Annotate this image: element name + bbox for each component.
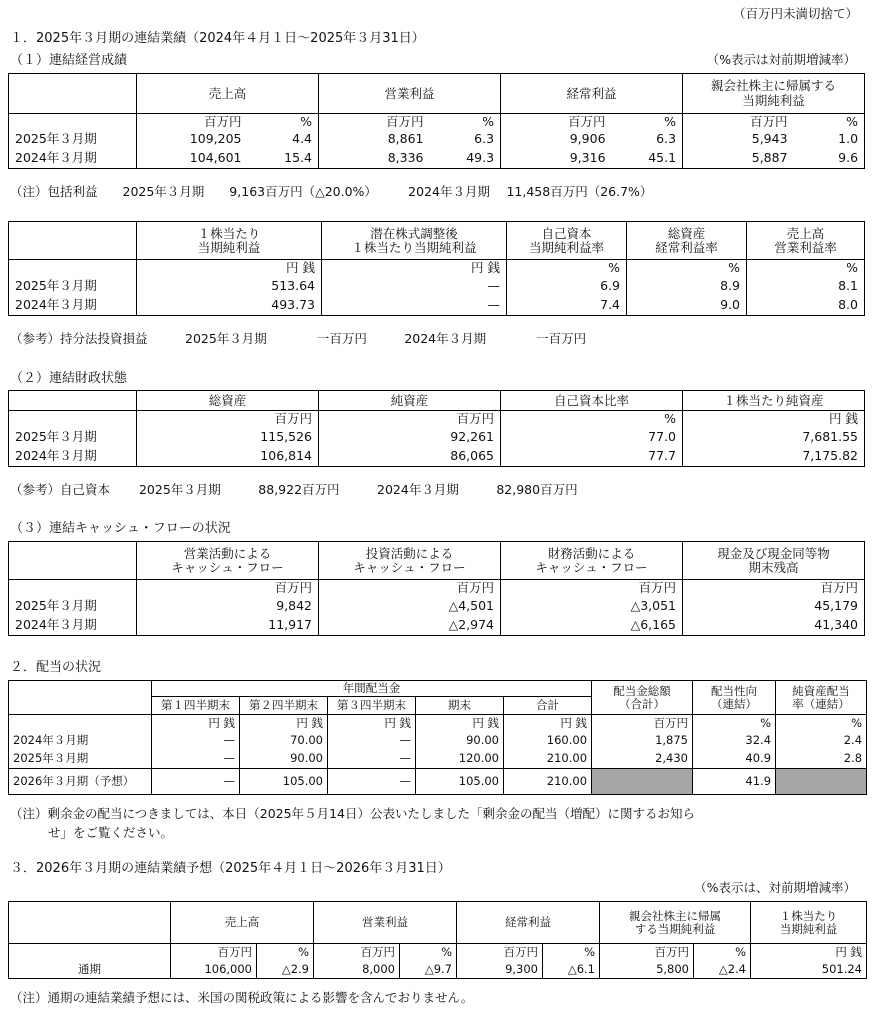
header-line: 営業活動による [183,545,272,561]
section-3-title: ３．2026年３月期の連結業績予想（2025年４月１日～2026年３月31日） [10,861,451,876]
cell: 6.3 [612,130,683,149]
row-label: 2025年３月期 [9,597,137,616]
unit-cell: 円 銭 [328,715,416,732]
header-operating-margin [747,222,865,260]
unit-cell: 円 銭 [416,715,504,732]
section-1-2-title: （２）連結財政状態 [10,371,128,386]
unit-cell: 円 銭 [137,260,322,277]
cell: 9,906 [501,130,612,149]
unit-cell: 円 銭 [152,715,240,732]
row-label: 2024年３月期 [9,447,137,467]
cell: 41.9 [693,769,776,795]
per-share-table [8,221,865,316]
header-net-assets: 純資産 [319,391,501,411]
cell: △2.4 [694,961,751,979]
cell: 8.0 [747,296,865,316]
cell: — [152,769,240,795]
cell: 7,681.55 [683,428,865,447]
cell: 160.00 [504,732,592,750]
header-sales: 売上高 [171,902,314,944]
cell: — [152,750,240,769]
cell: 105.00 [416,769,504,795]
header-financing-cf [501,542,683,580]
table-row [9,597,865,616]
cell: — [328,750,416,769]
unit-cell: % [257,944,314,961]
unit-cell: % [430,114,501,130]
operating-results-table [8,73,865,169]
unit-cell: 円 銭 [683,411,865,428]
row-label: 2024年３月期 [9,732,152,750]
header-line: （合計） [619,696,666,711]
cell: 493.73 [137,296,322,316]
equity-method-note: （参考）持分法投資損益 2025年３月期 一百万円 2024年３月期 一百万円 [10,331,587,346]
header-line: 当期純利益 [197,239,261,255]
cell: 40.9 [693,750,776,769]
header-line: 経常利益率 [655,239,718,255]
header-q3: 第３四半期末 [328,697,416,715]
cash-flow-table [8,541,865,636]
row-label: 2025年３月期 [9,130,137,149]
cell: 45.1 [612,149,683,169]
cell: 6.3 [430,130,501,149]
header-line: 自己資本 [541,225,592,241]
cell: — [322,296,507,316]
shaded-cell [592,769,693,795]
table-row [9,296,865,316]
cell: — [328,732,416,750]
unit-cell: % [507,260,627,277]
header-line: （連結） [711,696,758,711]
cell: 1,875 [592,732,693,750]
table-row [9,732,867,750]
header-line: 率（連結） [792,696,850,711]
header-bps: １株当たり純資産 [683,391,865,411]
cell: 2.8 [776,750,867,769]
unit-cell: 百万円 [137,580,319,597]
header-cash-balance [683,542,865,580]
header-total: 合計 [504,697,592,715]
cell: 5,943 [683,130,794,149]
cell: 6.9 [507,277,627,296]
header-q2: 第２四半期末 [240,697,328,715]
section-1-3-title: （３）連結キャッシュ・フローの状況 [10,521,231,536]
table-row [9,616,865,636]
table-row [9,447,865,467]
unit-cell: 百万円 [137,114,248,130]
cell: △2,974 [319,616,501,636]
header-equity-ratio: 自己資本比率 [501,391,683,411]
unit-cell: 百万円 [501,580,683,597]
header-line: 当期純利益 [742,92,805,108]
header-line: １株当たり [779,908,838,923]
header-line: 潜在株式調整後 [370,225,458,241]
row-label: 2024年３月期 [9,616,137,636]
cell: 90.00 [240,750,328,769]
table-row [9,961,867,979]
cell: — [328,769,416,795]
cell: 70.00 [240,732,328,750]
cell: 210.00 [504,769,592,795]
row-label: 2026年３月期（予想） [9,769,152,795]
header-eps [137,222,322,260]
header-q1: 第１四半期末 [152,697,240,715]
header-line: １株当たり [197,225,261,241]
header-line: 当期純利益 [779,921,838,936]
header-net-income [600,902,751,944]
cell: 77.7 [501,447,683,467]
cell: 9,842 [137,597,319,616]
cell: 45,179 [683,597,865,616]
table-row [9,428,865,447]
forecast-table [8,901,867,979]
unit-cell: % [693,715,776,732]
corner-cell [9,74,137,114]
header-operating-cf [137,542,319,580]
header-annual-dividend: 年間配当金 [152,681,592,697]
cell: 4.4 [248,130,319,149]
table-row [9,130,865,149]
header-net-income [683,74,865,114]
cell: 104,601 [137,149,248,169]
cell: 106,814 [137,447,319,467]
header-year-end: 期末 [416,697,504,715]
rounding-note: （百万円未満切捨て） [732,6,858,21]
header-line: 営業利益率 [774,239,837,255]
header-diluted-eps [322,222,507,260]
cell: 8.9 [627,277,747,296]
cell: 9.6 [794,149,865,169]
unit-cell: 円 銭 [322,260,507,277]
table-row [9,277,865,296]
cell: 513.64 [137,277,322,296]
section-1-title: １．2025年３月期の連結業績（2024年４月１日～2025年３月31日） [10,31,425,46]
cell: 2.4 [776,732,867,750]
row-label: 2024年３月期 [9,296,137,316]
header-operating-profit: 営業利益 [319,74,501,114]
cell: 8,336 [319,149,430,169]
header-total-assets: 総資産 [137,391,319,411]
cell: 7.4 [507,296,627,316]
row-label: 通期 [9,961,171,979]
unit-cell: 百万円 [683,580,865,597]
cell: 9.0 [627,296,747,316]
unit-cell: % [694,944,751,961]
unit-cell: 百万円 [319,114,430,130]
header-line: キャッシュ・フロー [171,559,284,575]
header-payout-ratio [693,681,776,715]
cell: 77.0 [501,428,683,447]
unit-cell: % [612,114,683,130]
forecast-pct-note: （%表示は、対前期増減率） [694,880,856,895]
unit-cell: 円 銭 [240,715,328,732]
dividend-note-line1: （注）剰余金の配当につきましては、本日（2025年５月14日）公表いたしました「剰余金の配当（増配）に関するお知ら [10,806,695,821]
pct-note: （%表示は対前期増減率） [706,52,856,67]
unit-cell: % [501,411,683,428]
unit-cell: 百万円 [600,944,694,961]
cell: 5,800 [600,961,694,979]
financial-position-table [8,390,865,467]
cell: 41,340 [683,616,865,636]
equity-capital-note: （参考）自己資本 2025年３月期 88,922百万円 2024年３月期 82,980百万円 [10,482,578,497]
unit-cell: 百万円 [319,411,501,428]
header-roe [507,222,627,260]
header-line: 配当金総額 [613,683,671,698]
header-line: 売上高 [786,225,825,241]
unit-cell: 百万円 [171,944,257,961]
unit-cell: 百万円 [592,715,693,732]
header-ordinary-profit: 経常利益 [501,74,683,114]
header-roa [627,222,747,260]
cell: △2.9 [257,961,314,979]
cell: 8.1 [747,277,865,296]
cell: 109,205 [137,130,248,149]
cell: 32.4 [693,732,776,750]
header-line: する当期純利益 [634,921,716,936]
header-line: 総資産 [667,225,706,241]
cell: 120.00 [416,750,504,769]
header-line: 財務活動による [547,545,636,561]
header-operating-profit: 営業利益 [314,902,457,944]
forecast-note: （注）通期の連結業績予想には、米国の関税政策による影響を含んでおりません。 [10,990,474,1005]
cell: 49.3 [430,149,501,169]
cell: 105.00 [240,769,328,795]
header-line: 投資活動による [365,545,454,561]
dividends-table [8,680,867,795]
unit-cell: 百万円 [457,944,543,961]
cell: 90.00 [416,732,504,750]
section-2-title: ２．配当の状況 [10,660,102,675]
header-eps [751,902,867,944]
unit-cell: % [248,114,319,130]
unit-cell: % [747,260,865,277]
header-line: キャッシュ・フロー [535,559,648,575]
cell: △6,165 [501,616,683,636]
cell: 2,430 [592,750,693,769]
row-label: 2025年３月期 [9,750,152,769]
cell: 11,917 [137,616,319,636]
table-row [9,149,865,169]
cell: 15.4 [248,149,319,169]
cell: △9.7 [400,961,457,979]
cell: 5,887 [683,149,794,169]
header-line: 当期純利益率 [528,239,604,255]
cell: 86,065 [319,447,501,467]
forecast-row [9,769,867,795]
header-total-dividends [592,681,693,715]
cell: 9,316 [501,149,612,169]
unit-cell: 百万円 [319,580,501,597]
section-1-1-title: （１）連結経営成績 [10,53,128,68]
cell: 1.0 [794,130,865,149]
cell: △6.1 [543,961,600,979]
unit-cell: 円 銭 [504,715,592,732]
cell: 106,000 [171,961,257,979]
row-label: 2024年３月期 [9,149,137,169]
shaded-cell [776,769,867,795]
unit-cell: 円 銭 [751,944,867,961]
unit-cell: 百万円 [314,944,400,961]
comprehensive-income-note: （注）包括利益 2025年３月期 9,163百万円（△20.0%） 2024年３月期 11,458百万円（26.7%） [10,184,653,199]
header-doe [776,681,867,715]
cell: 210.00 [504,750,592,769]
unit-cell: 百万円 [137,411,319,428]
dividend-note-line2: せ」をご覧ください。 [48,825,174,840]
header-ordinary-profit: 経常利益 [457,902,600,944]
unit-cell: 百万円 [683,114,794,130]
table-row [9,750,867,769]
header-line: 親会社株主に帰属 [629,908,721,923]
unit-cell: % [627,260,747,277]
header-line: 純資産配当 [792,683,850,698]
cell: 7,175.82 [683,447,865,467]
cell: 9,300 [457,961,543,979]
unit-cell: % [776,715,867,732]
cell: 115,526 [137,428,319,447]
unit-cell: % [794,114,865,130]
cell: — [152,732,240,750]
row-label: 2025年３月期 [9,277,137,296]
unit-cell: % [400,944,457,961]
header-sales: 売上高 [137,74,319,114]
cell: 501.24 [751,961,867,979]
cell: △4,501 [319,597,501,616]
cell: — [322,277,507,296]
cell: 8,000 [314,961,400,979]
unit-cell: 百万円 [501,114,612,130]
header-line: 親会社株主に帰属する [711,78,837,94]
header-line: 配当性向 [711,683,758,698]
header-line: キャッシュ・フロー [353,559,466,575]
unit-cell: % [543,944,600,961]
header-line: １株当たり当期純利益 [351,239,477,255]
cell: 8,861 [319,130,430,149]
header-investing-cf [319,542,501,580]
header-line: 期末残高 [748,559,799,575]
row-label: 2025年３月期 [9,428,137,447]
cell: △3,051 [501,597,683,616]
cell: 92,261 [319,428,501,447]
header-line: 現金及び現金同等物 [717,545,830,561]
